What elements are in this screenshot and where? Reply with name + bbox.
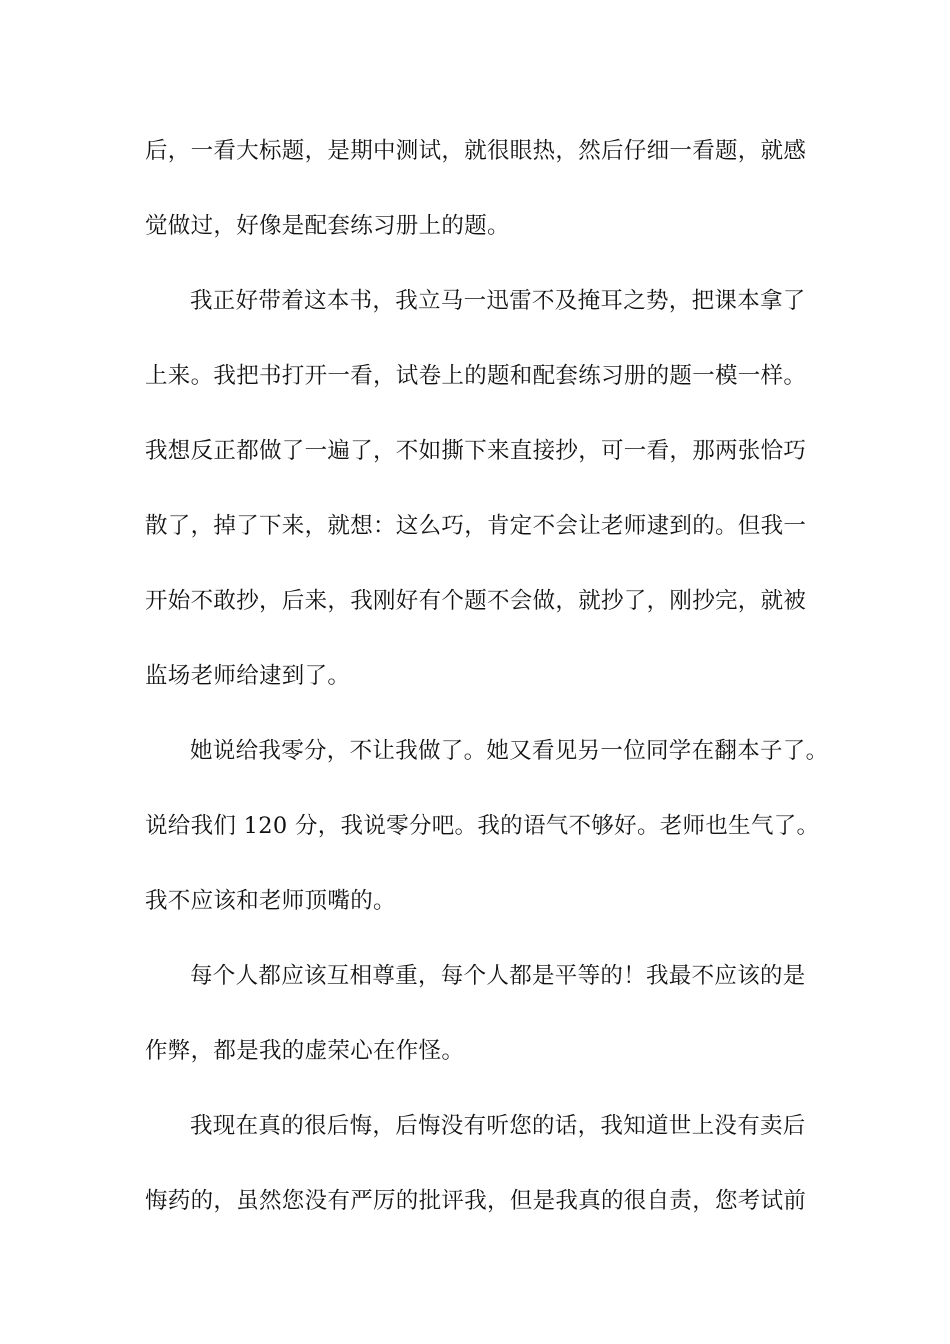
- text-line: 开始不敢抄，后来，我刚好有个题不会做，就抄了，刚抄完，就被: [145, 588, 807, 614]
- text-line: 觉做过，好像是配套练习册上的题。: [145, 213, 510, 239]
- text-line: 作弊，都是我的虚荣心在作怪。: [145, 1038, 465, 1064]
- text-line: 监场老师给逮到了。: [145, 663, 351, 689]
- text-line: 上来。我把书打开一看，试卷上的题和配套练习册的题一模一样。: [145, 363, 807, 389]
- text-line: 我想反正都做了一遍了，不如撕下来直接抄，可一看，那两张恰巧: [145, 438, 807, 464]
- paragraph-first-line: 每个人都应该互相尊重，每个人都是平等的！我最不应该的是: [190, 963, 806, 989]
- text-line: 散了，掉了下来，就想：这么巧，肯定不会让老师逮到的。但我一: [145, 513, 807, 539]
- paragraph-first-line: 我正好带着这本书，我立马一迅雷不及掩耳之势，把课本拿了: [190, 288, 806, 314]
- paragraph-first-line: 她说给我零分，不让我做了。她又看见另一位同学在翻本子了。: [190, 738, 829, 764]
- text-line: 悔药的，虽然您没有严厉的批评我，但是我真的很自责，您考试前: [145, 1188, 807, 1214]
- text-line: 后，一看大标题，是期中测试，就很眼热，然后仔细一看题，就感: [145, 138, 807, 164]
- text-line: 我不应该和老师顶嘴的。: [145, 888, 396, 914]
- text-line: 说给我们 120 分，我说零分吧。我的语气不够好。老师也生气了。: [145, 813, 820, 839]
- paragraph-first-line: 我现在真的很后悔，后悔没有听您的话，我知道世上没有卖后: [190, 1113, 806, 1139]
